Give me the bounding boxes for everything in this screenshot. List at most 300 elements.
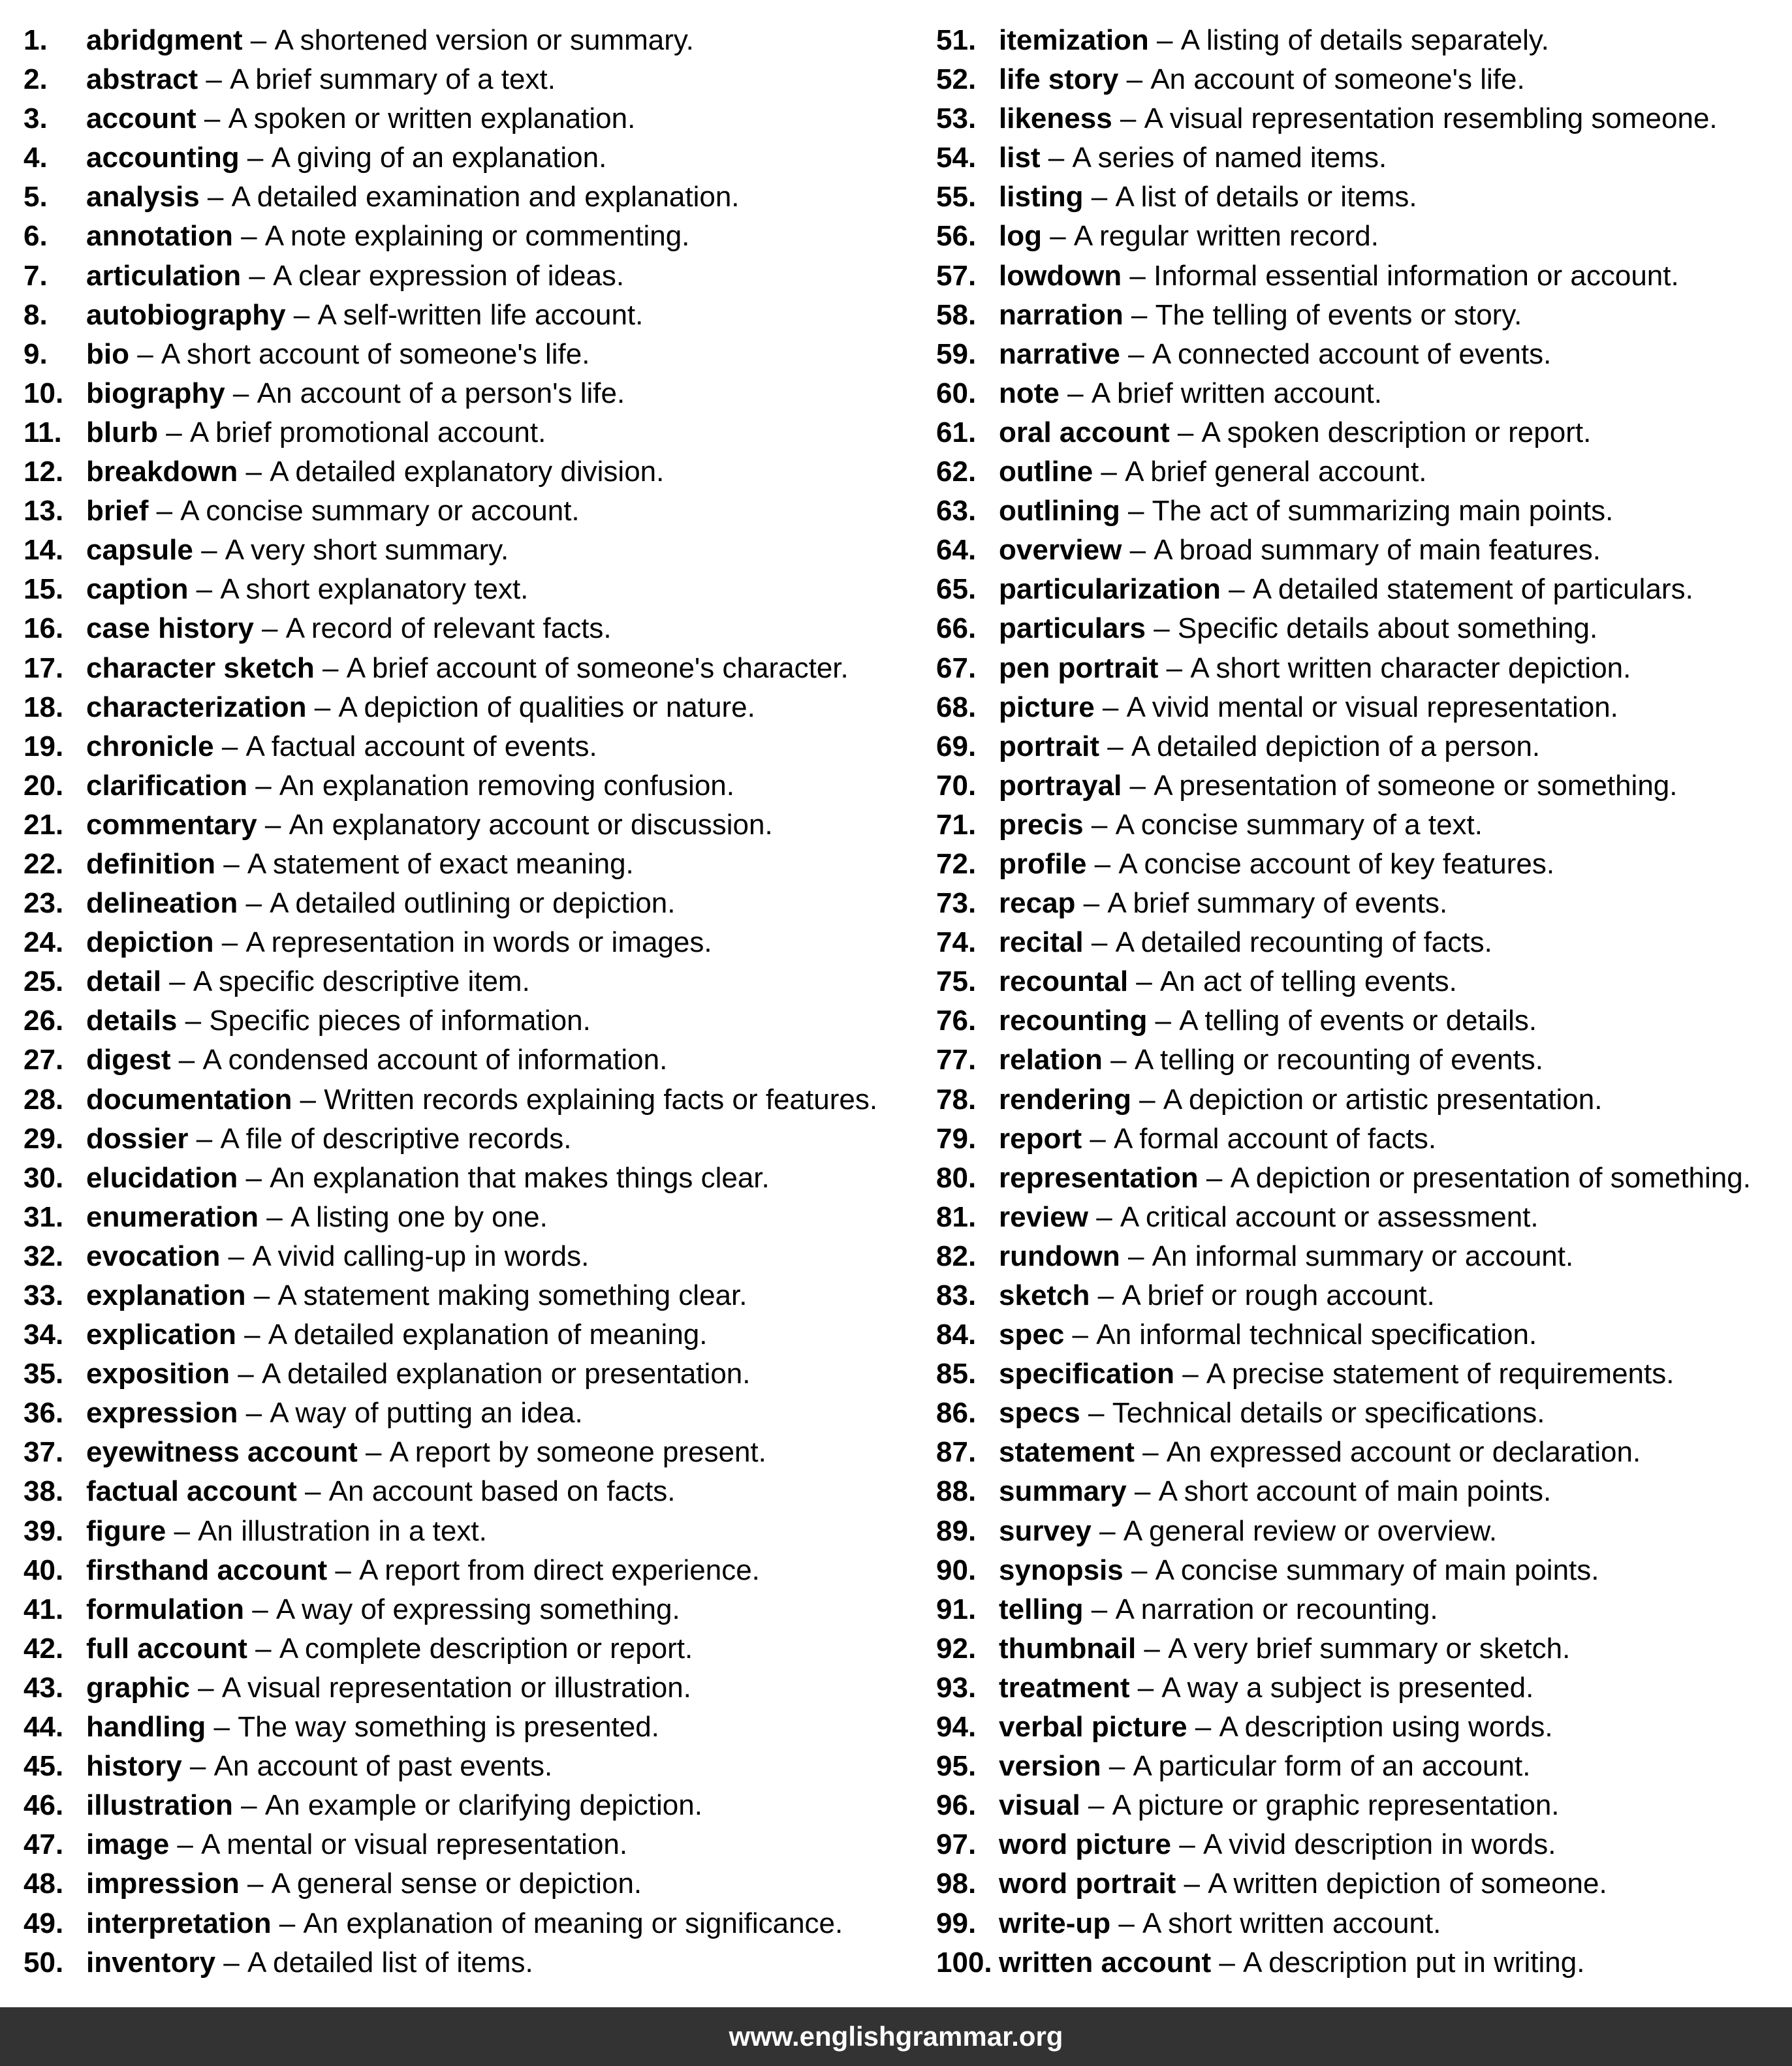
item-separator: – <box>1041 220 1074 253</box>
list-item <box>24 1041 931 1080</box>
item-term: narration <box>999 298 1124 331</box>
item-separator: – <box>161 965 193 998</box>
item-term: evocation <box>86 1240 221 1272</box>
item-separator: – <box>1059 377 1092 409</box>
item-definition: A brief written account. <box>1091 377 1382 409</box>
list-item <box>936 1001 1785 1041</box>
list-item <box>936 1080 1785 1119</box>
item-term: pen portrait <box>999 651 1159 684</box>
list-item <box>936 1904 1785 1943</box>
item-separator: – <box>1211 1946 1244 1979</box>
item-number: 21. <box>24 808 64 841</box>
list-item <box>24 923 931 962</box>
item-term: breakdown <box>86 456 238 488</box>
item-number: 72. <box>936 847 977 880</box>
item-number: 79. <box>936 1122 977 1155</box>
item-separator: – <box>1147 1005 1180 1037</box>
item-definition: A detailed explanatory division. <box>270 456 665 488</box>
item-separator: – <box>357 1436 390 1469</box>
item-definition: A general review or overview. <box>1123 1514 1498 1547</box>
item-separator: – <box>1198 1161 1231 1194</box>
item-separator: – <box>1174 1358 1206 1390</box>
item-number: 25. <box>24 965 64 998</box>
item-term: case history <box>86 612 254 645</box>
item-number: 51. <box>936 24 977 56</box>
item-number: 18. <box>24 691 64 723</box>
item-number: 28. <box>24 1083 64 1116</box>
item-term: portrait <box>999 730 1099 762</box>
item-separator: – <box>1093 456 1125 488</box>
item-number: 70. <box>936 769 977 802</box>
list-item <box>24 1747 931 1786</box>
item-definition: A brief promotional account. <box>189 416 546 448</box>
item-separator: – <box>1128 965 1160 998</box>
list-item <box>24 1119 931 1159</box>
item-separator: – <box>253 612 286 645</box>
list-item <box>936 413 1785 452</box>
item-definition: An informal technical specification. <box>1096 1319 1537 1351</box>
list-item <box>936 60 1785 99</box>
item-term: account <box>86 102 196 135</box>
item-separator: – <box>166 1514 198 1547</box>
list-item <box>24 845 931 884</box>
item-number: 71. <box>936 808 977 841</box>
item-number: 11. <box>24 416 62 448</box>
item-separator: – <box>238 1397 270 1430</box>
item-separator: – <box>259 1200 291 1233</box>
item-term: characterization <box>86 691 307 723</box>
list-item <box>24 335 931 374</box>
item-separator: – <box>169 1828 202 1861</box>
list-item <box>936 21 1785 60</box>
item-term: inventory <box>86 1946 216 1979</box>
item-separator: – <box>1110 1907 1143 1939</box>
item-definition: An account of past events. <box>213 1750 553 1783</box>
item-term: particularization <box>999 573 1221 606</box>
item-definition: An account of a person's life. <box>257 377 625 409</box>
item-definition: A detailed explanation of meaning. <box>268 1319 708 1351</box>
item-term: biography <box>86 377 225 409</box>
word-list-right-column <box>936 21 1785 1982</box>
item-number: 83. <box>936 1279 977 1311</box>
item-separator: – <box>213 730 246 762</box>
item-term: recital <box>999 926 1084 959</box>
item-number: 63. <box>936 495 977 527</box>
list-item <box>936 178 1785 217</box>
list-item <box>24 1512 931 1551</box>
list-item <box>24 884 931 923</box>
item-term: handling <box>86 1711 206 1744</box>
item-definition: Informal essential information or account. <box>1154 259 1679 292</box>
list-item <box>24 1198 931 1237</box>
item-number: 10. <box>24 377 64 409</box>
item-term: survey <box>999 1514 1092 1547</box>
item-number: 55. <box>936 181 977 213</box>
item-term: history <box>86 1750 182 1783</box>
item-separator: – <box>1171 1828 1203 1861</box>
item-separator: – <box>1094 691 1127 723</box>
item-term: report <box>999 1122 1082 1155</box>
item-separator: – <box>292 1083 324 1116</box>
item-definition: A listing one by one. <box>290 1200 548 1233</box>
item-number: 82. <box>936 1240 977 1272</box>
item-definition: A formal account of facts. <box>1114 1122 1437 1155</box>
list-item <box>24 21 931 60</box>
item-term: exposition <box>86 1358 230 1390</box>
item-separator: – <box>241 259 274 292</box>
item-definition: A brief general account. <box>1125 456 1427 488</box>
item-separator: – <box>157 416 190 448</box>
item-term: rendering <box>999 1083 1131 1116</box>
list-item <box>24 766 931 806</box>
item-number: 15. <box>24 573 64 606</box>
item-term: clarification <box>86 769 247 802</box>
item-number: 76. <box>936 1005 977 1037</box>
item-term: bio <box>86 337 129 370</box>
item-definition: A presentation of someone or something. <box>1154 769 1678 802</box>
item-term: rundown <box>999 1240 1120 1272</box>
item-definition: An account of someone's life. <box>1150 63 1525 96</box>
item-number: 81. <box>936 1200 977 1233</box>
item-definition: A mental or visual representation. <box>201 1828 628 1861</box>
item-number: 7. <box>24 259 48 292</box>
list-item <box>936 1629 1785 1668</box>
item-separator: – <box>206 1711 238 1744</box>
item-definition: An act of telling events. <box>1159 965 1457 998</box>
list-item <box>24 962 931 1001</box>
list-item <box>24 257 931 296</box>
list-item <box>936 1747 1785 1786</box>
item-term: formulation <box>86 1593 244 1625</box>
item-definition: A series of named items. <box>1072 142 1387 174</box>
item-number: 89. <box>936 1514 977 1547</box>
list-item <box>936 1551 1785 1590</box>
list-item <box>24 296 931 335</box>
word-list <box>0 21 1792 1986</box>
item-definition: A detailed depiction of a person. <box>1131 730 1541 762</box>
item-separator: – <box>1091 1514 1124 1547</box>
item-number: 53. <box>936 102 977 135</box>
list-item <box>936 727 1785 766</box>
item-number: 69. <box>936 730 977 762</box>
item-definition: A complete description or report. <box>279 1632 693 1665</box>
item-separator: – <box>1083 1593 1116 1625</box>
item-number: 42. <box>24 1632 64 1665</box>
list-item <box>936 1237 1785 1276</box>
item-definition: An explanation removing confusion. <box>279 769 734 802</box>
item-number: 64. <box>936 534 977 567</box>
item-term: dossier <box>86 1122 189 1155</box>
item-separator: – <box>1082 1122 1114 1155</box>
item-definition: A very short summary. <box>225 534 509 567</box>
item-definition: A vivid calling-up in words. <box>252 1240 589 1272</box>
item-separator: – <box>1075 887 1108 920</box>
item-number: 6. <box>24 220 48 253</box>
item-term: narrative <box>999 337 1120 370</box>
item-separator: – <box>232 1789 265 1822</box>
item-separator: – <box>1083 181 1116 213</box>
item-term: outlining <box>999 495 1120 527</box>
item-number: 29. <box>24 1122 64 1155</box>
item-definition: A regular written record. <box>1073 220 1379 253</box>
list-item <box>24 1825 931 1864</box>
item-number: 58. <box>936 298 977 331</box>
item-number: 4. <box>24 142 48 174</box>
item-number: 98. <box>936 1868 977 1900</box>
item-term: statement <box>999 1436 1135 1469</box>
list-item <box>936 806 1785 845</box>
item-term: word portrait <box>999 1868 1176 1900</box>
item-term: relation <box>999 1044 1103 1076</box>
item-separator: – <box>1040 142 1073 174</box>
list-item <box>24 374 931 413</box>
item-separator: – <box>1090 1279 1122 1311</box>
item-definition: Technical details or specifications. <box>1112 1397 1545 1430</box>
item-term: list <box>999 142 1041 174</box>
item-separator: – <box>148 495 181 527</box>
list-item <box>24 413 931 452</box>
item-term: log <box>999 220 1042 253</box>
list-item <box>24 806 931 845</box>
item-number: 85. <box>936 1358 977 1390</box>
item-definition: A short account of main points. <box>1158 1475 1552 1508</box>
list-item <box>936 1119 1785 1159</box>
item-term: verbal picture <box>999 1711 1187 1744</box>
item-number: 54. <box>936 142 977 174</box>
item-definition: A statement making something clear. <box>277 1279 747 1311</box>
item-number: 8. <box>24 298 48 331</box>
item-definition: A very brief summary or sketch. <box>1168 1632 1571 1665</box>
item-term: chronicle <box>86 730 214 762</box>
item-term: outline <box>999 456 1093 488</box>
item-term: representation <box>999 1161 1199 1194</box>
list-item <box>936 1276 1785 1315</box>
item-term: review <box>999 1200 1088 1233</box>
item-term: likeness <box>999 102 1112 135</box>
item-definition: A vivid description in words. <box>1203 1828 1556 1861</box>
item-definition: A detailed statement of particulars. <box>1252 573 1693 606</box>
item-separator: – <box>306 691 339 723</box>
list-item <box>24 688 931 727</box>
item-number: 20. <box>24 769 64 802</box>
item-separator: – <box>1169 416 1202 448</box>
item-definition: Specific pieces of information. <box>209 1005 591 1037</box>
list-item <box>936 609 1785 648</box>
item-definition: An expressed account or declaration. <box>1166 1436 1641 1469</box>
item-number: 74. <box>936 926 977 959</box>
item-term: depiction <box>86 926 214 959</box>
list-item <box>936 374 1785 413</box>
item-separator: – <box>1099 730 1131 762</box>
list-item <box>24 452 931 492</box>
item-term: detail <box>86 965 161 998</box>
item-definition: Written records explaining facts or features. <box>324 1083 878 1116</box>
item-term: articulation <box>86 259 242 292</box>
list-item <box>936 1472 1785 1511</box>
item-definition: An account based on facts. <box>328 1475 676 1508</box>
list-item <box>24 609 931 648</box>
item-number: 96. <box>936 1789 977 1822</box>
item-separator: – <box>1134 1436 1167 1469</box>
item-number: 97. <box>936 1828 977 1861</box>
list-item <box>936 570 1785 609</box>
item-definition: A file of descriptive records. <box>220 1122 572 1155</box>
item-number: 94. <box>936 1711 977 1744</box>
item-term: explanation <box>86 1279 246 1311</box>
item-term: visual <box>999 1789 1080 1822</box>
item-number: 66. <box>936 612 977 645</box>
item-separator: – <box>271 1907 304 1939</box>
list-item <box>24 60 931 99</box>
item-separator: – <box>1118 63 1151 96</box>
item-definition: A shortened version or summary. <box>274 24 694 56</box>
list-item <box>24 1864 931 1903</box>
item-number: 62. <box>936 456 977 488</box>
list-item <box>936 257 1785 296</box>
item-number: 99. <box>936 1907 977 1939</box>
item-separator: – <box>129 337 161 370</box>
item-definition: A visual representation resembling someone. <box>1144 102 1718 135</box>
item-number: 87. <box>936 1436 977 1469</box>
list-item <box>936 1590 1785 1629</box>
list-item <box>936 1864 1785 1903</box>
list-item <box>936 1708 1785 1747</box>
item-number: 80. <box>936 1161 977 1194</box>
item-term: impression <box>86 1868 240 1900</box>
item-term: factual account <box>86 1475 297 1508</box>
item-separator: – <box>1120 495 1152 527</box>
list-item <box>936 649 1785 688</box>
item-number: 40. <box>24 1554 64 1586</box>
item-number: 65. <box>936 573 977 606</box>
item-separator: – <box>1123 1554 1155 1586</box>
item-definition: A depiction or presentation of something. <box>1230 1161 1751 1194</box>
item-number: 30. <box>24 1161 64 1194</box>
item-number: 34. <box>24 1319 64 1351</box>
item-separator: – <box>1136 1632 1169 1665</box>
item-term: life story <box>999 63 1119 96</box>
item-term: elucidation <box>86 1161 238 1194</box>
item-definition: A description put in writing. <box>1243 1946 1585 1979</box>
item-term: eyewitness account <box>86 1436 358 1469</box>
item-separator: – <box>236 1319 268 1351</box>
item-definition: A detailed recounting of facts. <box>1115 926 1492 959</box>
list-item <box>24 1433 931 1472</box>
item-separator: – <box>1148 24 1181 56</box>
item-definition: A narration or recounting. <box>1115 1593 1438 1625</box>
item-number: 68. <box>936 691 977 723</box>
item-separator: – <box>188 1122 221 1155</box>
item-term: version <box>999 1750 1101 1783</box>
item-definition: A concise summary of a text. <box>1115 808 1483 841</box>
item-separator: – <box>244 1593 276 1625</box>
item-separator: – <box>1220 573 1253 606</box>
item-separator: – <box>220 1240 253 1272</box>
item-number: 43. <box>24 1671 64 1704</box>
item-definition: A general sense or depiction. <box>271 1868 642 1900</box>
item-definition: A detailed list of items. <box>247 1946 533 1979</box>
item-separator: – <box>1102 1044 1135 1076</box>
item-definition: An explanatory account or discussion. <box>289 808 773 841</box>
item-definition: A condensed account of information. <box>202 1044 668 1076</box>
list-item <box>936 1315 1785 1354</box>
item-term: specs <box>999 1397 1080 1430</box>
item-number: 75. <box>936 965 977 998</box>
item-number: 35. <box>24 1358 64 1390</box>
item-definition: A way a subject is presented. <box>1161 1671 1534 1704</box>
list-item <box>936 1512 1785 1551</box>
item-separator: – <box>1122 259 1154 292</box>
item-term: sketch <box>999 1279 1090 1311</box>
item-definition: An informal summary or account. <box>1152 1240 1574 1272</box>
item-number: 59. <box>936 337 977 370</box>
list-item <box>24 570 931 609</box>
item-separator: – <box>232 220 265 253</box>
item-term: analysis <box>86 181 200 213</box>
footer-website[interactable]: www.englishgrammar.org <box>0 2007 1792 2066</box>
item-term: recounting <box>999 1005 1148 1037</box>
list-item <box>936 1943 1785 1982</box>
item-separator: – <box>285 298 318 331</box>
item-number: 77. <box>936 1044 977 1076</box>
item-term: figure <box>86 1514 166 1547</box>
list-item <box>24 1629 931 1668</box>
item-definition: A clear expression of ideas. <box>273 259 625 292</box>
list-item <box>936 296 1785 335</box>
list-item <box>936 1041 1785 1080</box>
item-separator: – <box>247 769 279 802</box>
list-item <box>936 138 1785 178</box>
item-term: particulars <box>999 612 1146 645</box>
item-definition: A brief account of someone's character. <box>346 651 849 684</box>
item-definition: A detailed explanation or presentation. <box>261 1358 751 1390</box>
item-term: note <box>999 377 1060 409</box>
item-definition: A brief summary of a text. <box>230 63 556 96</box>
item-definition: A spoken description or report. <box>1201 416 1592 448</box>
item-term: profile <box>999 847 1087 880</box>
item-number: 5. <box>24 181 48 213</box>
item-definition: A short account of someone's life. <box>161 337 590 370</box>
item-number: 13. <box>24 495 64 527</box>
item-number: 14. <box>24 534 64 567</box>
item-number: 9. <box>24 337 48 370</box>
item-definition: A description using words. <box>1219 1711 1553 1744</box>
item-separator: – <box>1126 1475 1159 1508</box>
item-definition: A representation in words or images. <box>245 926 712 959</box>
item-term: synopsis <box>999 1554 1124 1586</box>
list-item <box>24 138 931 178</box>
item-term: explication <box>86 1319 236 1351</box>
item-number: 26. <box>24 1005 64 1037</box>
item-term: brief <box>86 495 149 527</box>
item-number: 52. <box>936 63 977 96</box>
item-number: 19. <box>24 730 64 762</box>
item-separator: – <box>314 651 347 684</box>
item-term: recountal <box>999 965 1129 998</box>
item-separator: – <box>188 573 221 606</box>
list-item <box>24 649 931 688</box>
item-number: 61. <box>936 416 977 448</box>
item-number: 93. <box>936 1671 977 1704</box>
item-term: word picture <box>999 1828 1172 1861</box>
item-separator: – <box>245 1279 278 1311</box>
list-item <box>24 1394 931 1433</box>
item-number: 44. <box>24 1711 64 1744</box>
item-number: 38. <box>24 1475 64 1508</box>
item-definition: A concise summary or account. <box>180 495 580 527</box>
item-term: image <box>86 1828 170 1861</box>
item-separator: – <box>1080 1397 1112 1430</box>
